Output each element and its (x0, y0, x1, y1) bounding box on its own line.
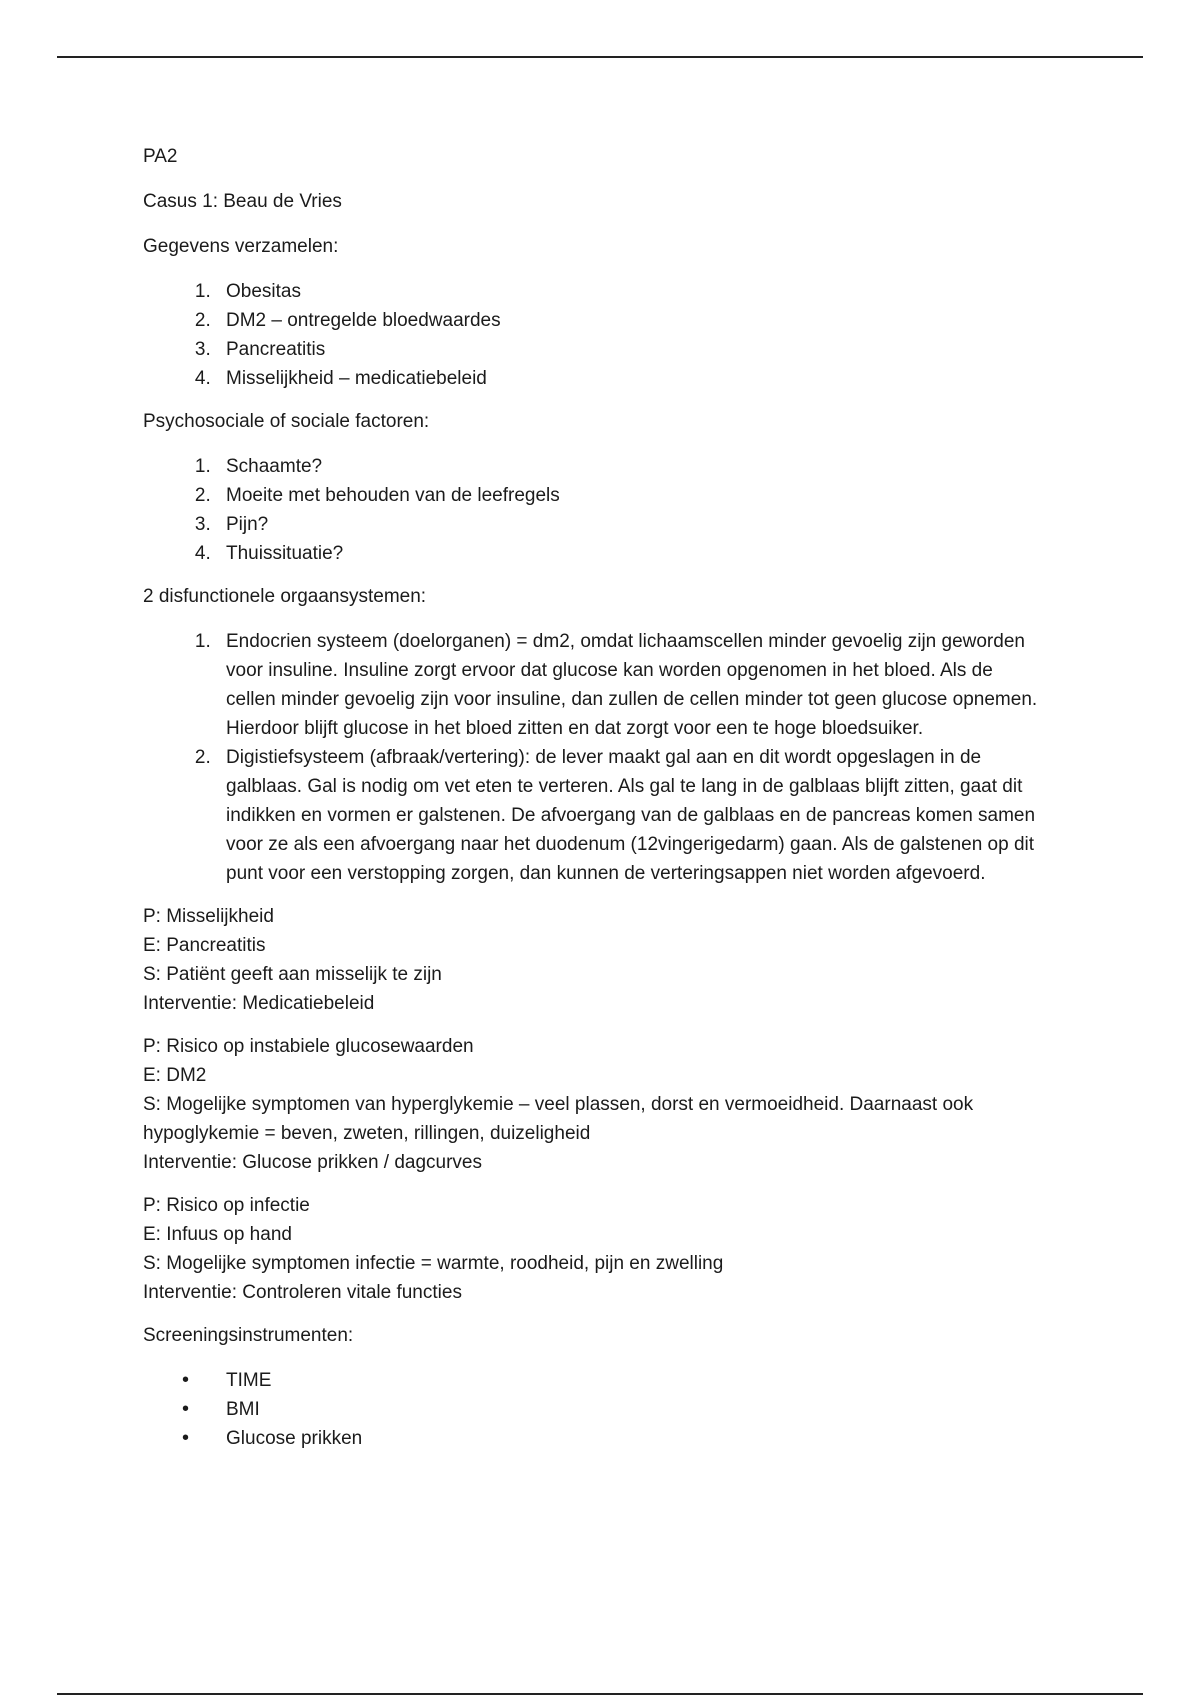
list-item: 4. Thuissituatie? (216, 539, 1043, 568)
pes-block-1 (143, 902, 1043, 1018)
pes-etiology: E: Pancreatitis (143, 935, 266, 956)
list-item: 1. Obesitas (216, 277, 1043, 306)
pes-etiology: E: DM2 (143, 1065, 207, 1086)
data-list (143, 277, 1043, 393)
pes-intervention: Interventie: Glucose prikken / dagcurves (143, 1152, 483, 1173)
pes-etiology: E: Infuus op hand (143, 1224, 292, 1245)
pes-intervention: Interventie: Medicatiebeleid (143, 993, 375, 1014)
pes-block-3 (143, 1191, 1043, 1307)
footer-rule (57, 1693, 1143, 1695)
case-title: Casus 1: Beau de Vries (143, 191, 342, 212)
pes-intervention: Interventie: Controleren vitale functies (143, 1282, 462, 1303)
document-title: PA2 (143, 146, 178, 167)
data-heading: Gegevens verzamelen: (143, 236, 339, 257)
list-item: 2. Moeite met behouden van de leefregels (216, 481, 1043, 510)
list-item: • BMI (216, 1395, 1043, 1424)
organ-list (143, 627, 1043, 888)
list-item: 2. DM2 – ontregelde bloedwaardes (216, 306, 1043, 335)
pes-block-2 (143, 1032, 1043, 1177)
screening-heading: Screeningsinstrumenten: (143, 1325, 354, 1346)
header-rule (57, 56, 1143, 58)
list-item: 1. Endocrien systeem (doelorganen) = dm2, omdat lichaamscellen minder gevoelig zijn geworden voor insuline. Insuline zorgt ervoor dat glucose kan worden opgenomen in het bloed. Als de cellen minder gevoelig zijn voor insuline, dan zullen de cellen minder tot geen glucose opnemen. Hierdoor blijft glucose in het bloed zitten en dat zorgt voor een te hoge bloedsuiker. (216, 627, 1043, 743)
pes-problem: P: Misselijkheid (143, 906, 274, 927)
list-item: 3. Pijn? (216, 510, 1043, 539)
list-item: 2. Digistiefsysteem (afbraak/vertering): de lever maakt gal aan en dit wordt opgeslagen in de galblaas. Gal is nodig om vet eten te verteren. Als gal te lang in de galblaas blijft zitten, gaat dit indikken en vormen er galstenen. De afvoergang van de galblaas en de pancreas komen samen voor ze als een afvoergang naar het duodenum (12vingerigedarm) gaan. Als de galstenen op dit punt voor een verstopping zorgen, dan kunnen de verteringsappen niet worden afgevoerd. (216, 743, 1043, 888)
psycho-heading: Psychosociale of sociale factoren: (143, 411, 430, 432)
list-item: 4. Misselijkheid – medicatiebeleid (216, 364, 1043, 393)
screening-list (143, 1366, 1043, 1453)
psycho-list (143, 452, 1043, 568)
document-body (143, 142, 1043, 1467)
pes-problem: P: Risico op infectie (143, 1195, 310, 1216)
list-item: 3. Pancreatitis (216, 335, 1043, 364)
pes-symptoms: S: Patiënt geeft aan misselijk te zijn (143, 964, 442, 985)
pes-symptoms: S: Mogelijke symptomen infectie = warmte, roodheid, pijn en zwelling (143, 1253, 724, 1274)
pes-problem: P: Risico op instabiele glucosewaarden (143, 1036, 474, 1057)
list-item: 1. Schaamte? (216, 452, 1043, 481)
list-item: • TIME (216, 1366, 1043, 1395)
organ-heading: 2 disfunctionele orgaansystemen: (143, 586, 427, 607)
pes-symptoms: S: Mogelijke symptomen van hyperglykemie – veel plassen, dorst en vermoeidheid. Daarnaast ook hypoglykemie = beven, zweten, rillingen, duizeligheid (143, 1094, 974, 1144)
list-item: • Glucose prikken (216, 1424, 1043, 1453)
